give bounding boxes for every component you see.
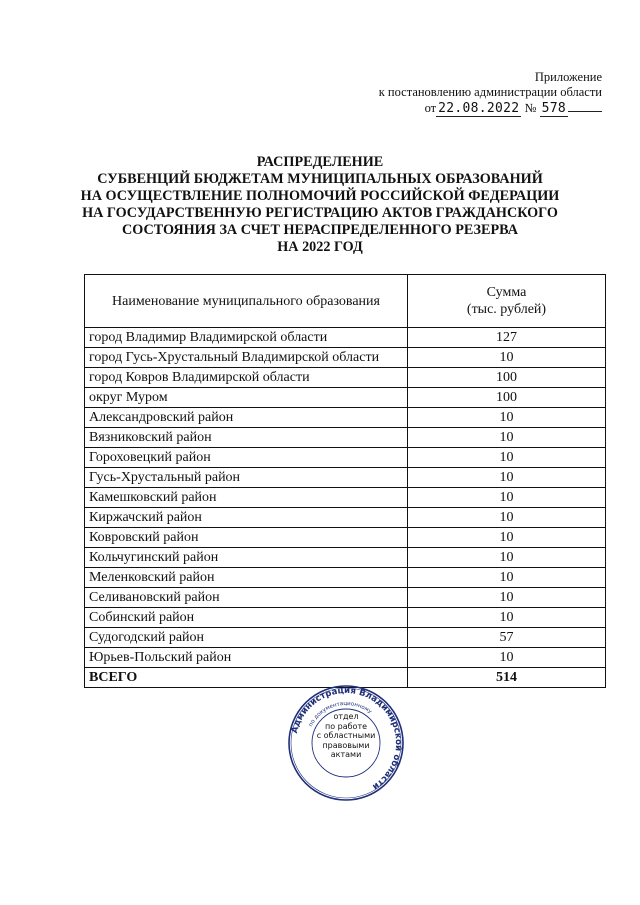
- amount: 10: [408, 448, 606, 468]
- amount: 10: [408, 488, 606, 508]
- title-line: СОСТОЯНИЯ ЗА СЧЕТ НЕРАСПРЕДЕЛЕННОГО РЕЗЕРВА: [122, 222, 518, 238]
- stamp-center-line: отдел: [333, 712, 359, 721]
- decree-date-number-line: [379, 101, 602, 116]
- municipality-name: Гороховецкий район: [85, 448, 408, 468]
- stamp-outer-text: Администрация Владимирской области: [289, 685, 404, 792]
- number-underline: [568, 111, 602, 112]
- title-line: НА ОСУЩЕСТВЛЕНИЕ ПОЛНОМОЧИЙ РОССИЙСКОЙ ФЕДЕРАЦИИ: [80, 188, 560, 204]
- table-row: [85, 388, 606, 408]
- table-row: [85, 408, 606, 428]
- municipality-name: Александровский район: [85, 408, 408, 428]
- stamp-inner-ring-text: по документационному: [308, 700, 373, 728]
- amount: 10: [408, 588, 606, 608]
- table-row: [85, 628, 606, 648]
- table-row: [85, 528, 606, 548]
- amount: 57: [408, 628, 606, 648]
- table-row: [85, 508, 606, 528]
- table-row: [85, 588, 606, 608]
- amount: 10: [408, 348, 606, 368]
- amount: 10: [408, 468, 606, 488]
- table-row: [85, 328, 606, 348]
- table-header-row: [85, 275, 606, 328]
- appendix-header: [379, 70, 602, 116]
- table-row: [85, 428, 606, 448]
- municipality-name: округ Муром: [85, 388, 408, 408]
- stamp-center-line: актами: [330, 750, 362, 759]
- stamp-center-line: с областными: [316, 731, 376, 740]
- decree-number: 578: [541, 101, 566, 116]
- stamp-center-line: правовыми: [322, 740, 370, 750]
- column-header-sum: [408, 275, 606, 328]
- table-row: [85, 448, 606, 468]
- table-row: [85, 488, 606, 508]
- municipality-name: Собинский район: [85, 608, 408, 628]
- municipality-name: Ковровский район: [85, 528, 408, 548]
- table-row: [85, 568, 606, 588]
- amount: 10: [408, 508, 606, 528]
- municipality-name: Судогодский район: [85, 628, 408, 648]
- amount: 100: [408, 388, 606, 408]
- amount: 10: [408, 408, 606, 428]
- amount: 10: [408, 568, 606, 588]
- table-row: [85, 648, 606, 668]
- amount: 10: [408, 548, 606, 568]
- stamp-center-text: [309, 712, 383, 760]
- table-row: [85, 468, 606, 488]
- amount: 10: [408, 428, 606, 448]
- date-prefix: от: [424, 101, 437, 115]
- municipality-name: Киржачский район: [85, 508, 408, 528]
- column-header-sum-units: (тыс. рублей): [466, 302, 547, 317]
- municipality-name: город Гусь-Хрустальный Владимирской области: [85, 348, 408, 368]
- total-amount: 514: [408, 668, 606, 688]
- table-row: [85, 348, 606, 368]
- number-prefix: №: [524, 101, 537, 115]
- municipality-name: Камешковский район: [85, 488, 408, 508]
- municipality-name: Меленковский район: [85, 568, 408, 588]
- municipality-name: Селивановский район: [85, 588, 408, 608]
- distribution-table: [84, 274, 606, 688]
- municipality-name: город Владимир Владимирской области: [85, 328, 408, 348]
- title-line: РАСПРЕДЕЛЕНИЕ: [256, 154, 384, 170]
- decree-date: 22.08.2022: [438, 101, 520, 116]
- table-row: [85, 548, 606, 568]
- table-row: [85, 368, 606, 388]
- title-line: СУБВЕНЦИЙ БЮДЖЕТАМ МУНИЦИПАЛЬНЫХ ОБРАЗОВАНИЙ: [97, 171, 543, 187]
- appendix-label: Приложение: [534, 70, 602, 84]
- document-title: [0, 154, 640, 256]
- title-line: НА ГОСУДАРСТВЕННУЮ РЕГИСТРАЦИЮ АКТОВ ГРАЖДАНСКОГО: [82, 205, 558, 221]
- decree-reference: к постановлению администрации области: [378, 85, 602, 99]
- title-line: НА 2022 ГОД: [277, 239, 363, 255]
- total-label: ВСЕГО: [85, 668, 408, 688]
- municipality-name: Вязниковский район: [85, 428, 408, 448]
- municipality-name: Гусь-Хрустальный район: [85, 468, 408, 488]
- stamp-center-line: по работе: [324, 721, 368, 731]
- amount: 10: [408, 648, 606, 668]
- amount: 10: [408, 608, 606, 628]
- column-header-sum-title: Сумма: [486, 285, 527, 300]
- amount: 10: [408, 528, 606, 548]
- municipality-name: город Ковров Владимирской области: [85, 368, 408, 388]
- municipality-name: Юрьев-Польский район: [85, 648, 408, 668]
- column-header-name: Наименование муниципального образования: [85, 275, 408, 328]
- table-row: [85, 608, 606, 628]
- amount: 100: [408, 368, 606, 388]
- municipality-name: Кольчугинский район: [85, 548, 408, 568]
- amount: 127: [408, 328, 606, 348]
